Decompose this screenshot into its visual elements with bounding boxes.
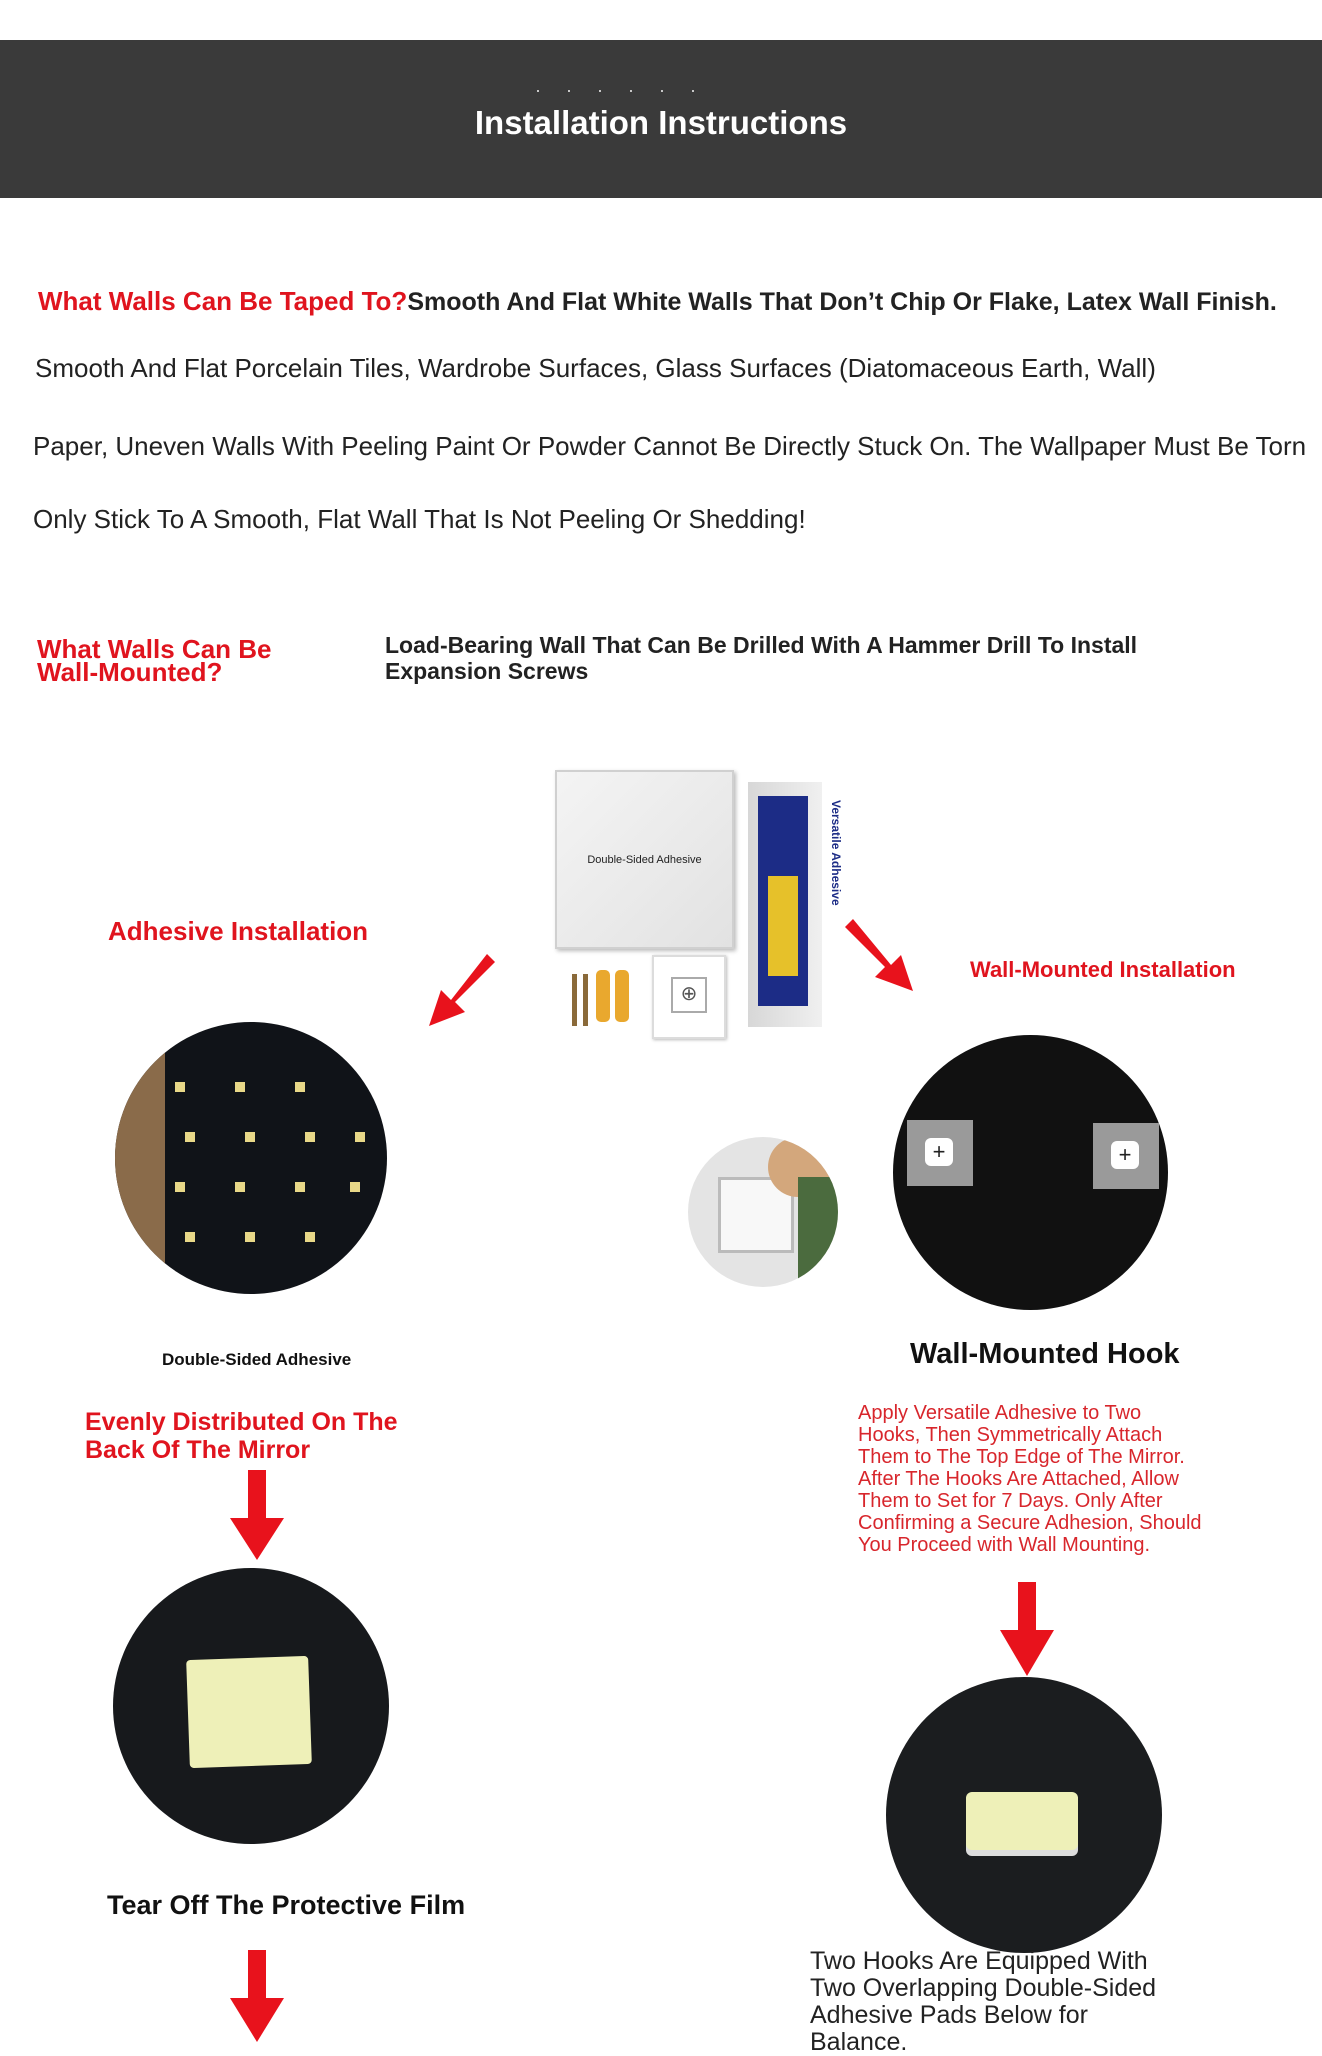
evenly-distributed-text bbox=[85, 1408, 398, 1464]
instruction-line: You Proceed with Wall Mounting. bbox=[858, 1534, 1151, 1556]
arrow-down-icon-3 bbox=[1000, 1582, 1054, 1676]
evenly-distributed-line2: Back Of The Mirror bbox=[85, 1436, 311, 1464]
overlapping-pads-circle bbox=[886, 1677, 1162, 1953]
mounted-question-line1: What Walls Can Be bbox=[37, 634, 272, 664]
mounted-answer bbox=[385, 632, 1137, 684]
hook-plate-image bbox=[652, 955, 726, 1039]
instruction-line: Them to Set for 7 Days. Only After bbox=[858, 1490, 1163, 1512]
hook-instructions bbox=[858, 1402, 1238, 1556]
protective-film-circle bbox=[113, 1568, 389, 1844]
hook-plate-right bbox=[1093, 1123, 1159, 1189]
background-graphic bbox=[798, 1177, 838, 1287]
mounted-question-line2: Wall-Mounted? bbox=[37, 657, 223, 687]
header-decoration: · · · · · · bbox=[535, 80, 706, 100]
instruction-line: Apply Versatile Adhesive to Two bbox=[858, 1402, 1142, 1424]
double-sided-adhesive-caption: Double-Sided Adhesive bbox=[162, 1350, 352, 1369]
screws-and-anchors bbox=[568, 970, 634, 1030]
arrow-down-icon-2 bbox=[230, 1950, 284, 2042]
tear-off-caption: Tear Off The Protective Film bbox=[107, 1890, 466, 1920]
hook-application-circle bbox=[688, 1137, 838, 1287]
taped-line-3: Paper, Uneven Walls With Peeling Paint Or Powder Cannot Be Directly Stuck On. The Wallpaper Must Be Torn bbox=[33, 431, 1307, 461]
wall-mounted-installation-title: Wall-Mounted Installation bbox=[970, 957, 1236, 982]
arrow-down-icon bbox=[230, 1470, 284, 1560]
hook-icon: ⊕ bbox=[671, 977, 707, 1013]
mirror-back-adhesive-circle bbox=[115, 1022, 387, 1294]
instruction-line: Hooks, Then Symmetrically Attach bbox=[858, 1424, 1163, 1446]
mounted-question bbox=[37, 634, 272, 687]
hook-plus-icon: + bbox=[925, 1138, 953, 1166]
adhesive-tube-front bbox=[758, 796, 808, 1006]
two-hooks-line: Balance. bbox=[810, 2028, 908, 2056]
arrow-down-right-icon bbox=[845, 915, 917, 995]
instruction-line: Them to The Top Edge of The Mirror. bbox=[858, 1446, 1185, 1468]
tube-vertical-label: Versatile Adhesive bbox=[829, 800, 843, 906]
two-hooks-line: Two Hooks Are Equipped With bbox=[810, 1947, 1148, 1975]
hook-plus-icon-2: + bbox=[1111, 1141, 1139, 1169]
adhesive-installation-title: Adhesive Installation bbox=[108, 916, 369, 946]
adhesive-pad bbox=[186, 1656, 312, 1768]
page-title: Installation Instructions bbox=[474, 104, 848, 141]
taped-question: What Walls Can Be Taped To? bbox=[38, 286, 408, 316]
adhesive-dots bbox=[155, 1062, 375, 1262]
two-hooks-line: Two Overlapping Double-Sided bbox=[810, 1974, 1157, 2002]
taped-line-2: Smooth And Flat Porcelain Tiles, Wardrobe Surfaces, Glass Surfaces (Diatomaceous Earth, Wall) bbox=[35, 353, 1156, 383]
taped-answer: Smooth And Flat White Walls That Don’t Chip Or Flake, Latex Wall Finish. bbox=[407, 288, 1277, 316]
two-hooks-caption bbox=[810, 1948, 1156, 2056]
instruction-line: Confirming a Secure Adhesion, Should bbox=[858, 1512, 1202, 1534]
tube-label-graphic bbox=[768, 876, 798, 976]
taped-line-4: Only Stick To A Smooth, Flat Wall That Is Not Peeling Or Shedding! bbox=[33, 504, 806, 534]
adhesive-tube-box bbox=[748, 782, 822, 1027]
taped-question-row bbox=[38, 286, 1277, 317]
mirror-hooks-circle bbox=[893, 1035, 1168, 1310]
instruction-line: After The Hooks Are Attached, Allow bbox=[858, 1468, 1179, 1490]
arrow-down-left-icon bbox=[425, 950, 495, 1030]
mounted-answer-line2: Expansion Screws bbox=[385, 658, 589, 684]
wall-mounted-hook-caption: Wall-Mounted Hook bbox=[910, 1338, 1180, 1370]
adhesive-sheet-image bbox=[555, 770, 734, 949]
mounted-answer-line1: Load-Bearing Wall That Can Be Drilled With A Hammer Drill To Install bbox=[385, 632, 1138, 658]
evenly-distributed-line1: Evenly Distributed On The bbox=[85, 1408, 398, 1436]
overlapping-pad bbox=[966, 1792, 1078, 1850]
hook-plate-left bbox=[907, 1120, 973, 1186]
adhesive-sheet-label: Double-Sided Adhesive bbox=[587, 854, 702, 866]
two-hooks-line: Adhesive Pads Below for bbox=[810, 2001, 1088, 2029]
